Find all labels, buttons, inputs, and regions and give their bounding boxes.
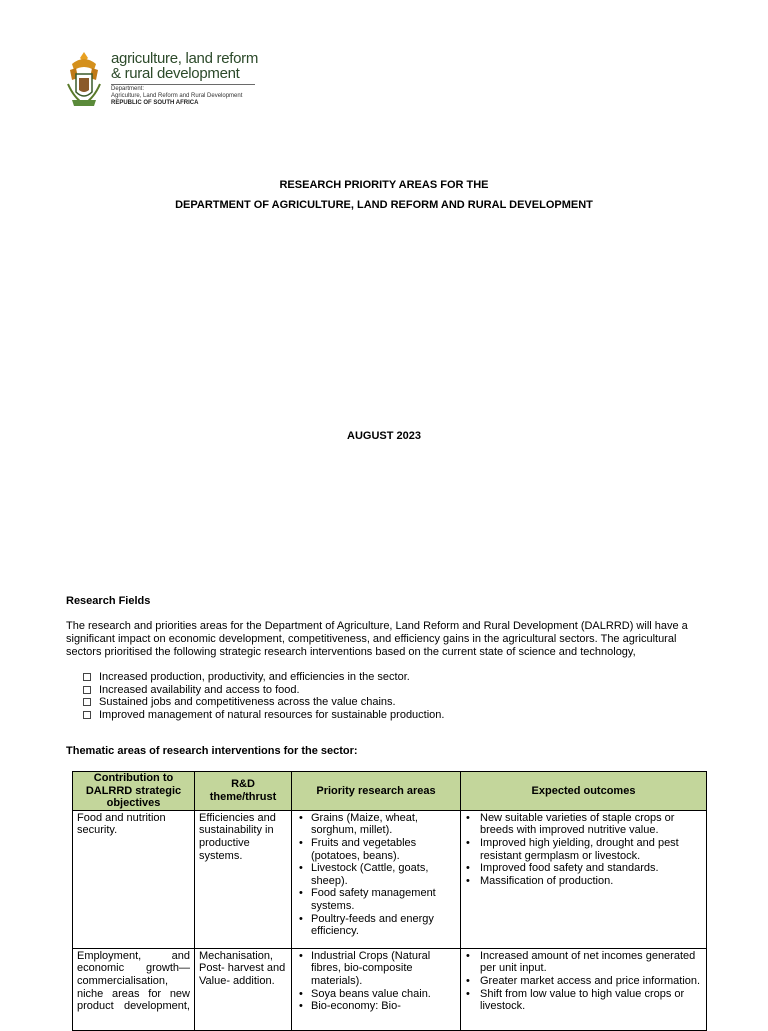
list-item: • Soya beans value chain. <box>296 988 456 1001</box>
document-title-line2: DEPARTMENT OF AGRICULTURE, LAND REFORM AND RURAL DEVELOPMENT <box>175 199 593 211</box>
checkbox-bullet-icon <box>83 711 91 719</box>
logo-country: REPUBLIC OF SOUTH AFRICA <box>111 100 199 106</box>
checkbox-bullet-icon <box>83 686 91 694</box>
table-row <box>73 810 707 948</box>
column-header-priority-areas: Priority research areas <box>292 772 461 811</box>
checkbox-bullet-icon <box>83 698 91 706</box>
list-item: • Increased amount of net incomes generated per unit input. <box>465 950 702 975</box>
list-item: • Livestock (Cattle, goats, sheep). <box>296 862 456 887</box>
list-item: • Improved food safety and standards. <box>465 862 702 875</box>
list-item: Sustained jobs and competitiveness across the value chains. <box>83 696 444 709</box>
priority-areas-cell <box>292 948 461 1030</box>
research-fields-paragraph: The research and priorities areas for the Department of Agriculture, Land Reform and Rural Development (DALRRD) will have a significant impact on economic development, competitiveness, and efficiency gains in the agricultural sectors. The agricultural sectors prioritised the following strategic research interventions based on the current state of science and technology, <box>66 620 688 658</box>
thematic-areas-heading: Thematic areas of research interventions for the sector: <box>66 745 358 757</box>
coat-of-arms-icon <box>64 50 104 110</box>
priority-areas-cell <box>292 810 461 948</box>
list-item: • Food safety management systems. <box>296 887 456 912</box>
table-row <box>73 948 707 1030</box>
list-item: • Poultry-feeds and energy efficiency. <box>296 913 456 938</box>
department-logo <box>64 50 264 112</box>
list-item: • Grains (Maize, wheat, sorghum, millet). <box>296 812 456 837</box>
research-fields-heading: Research Fields <box>66 595 151 607</box>
column-header-theme: R&D theme/thrust <box>195 772 292 811</box>
theme-cell: Efficiencies and sustainability in productive systems. <box>195 810 292 948</box>
document-date: AUGUST 2023 <box>347 430 421 442</box>
list-item: • New suitable varieties of staple crops or breeds with improved nutritive value. <box>465 812 702 837</box>
research-fields-list <box>83 671 444 721</box>
list-item: Improved management of natural resources for sustainable production. <box>83 709 444 722</box>
theme-cell: Mechanisation, Post- harvest and Value- addition. <box>195 948 292 1030</box>
logo-title-line2: & rural development <box>111 65 240 82</box>
objective-cell: Employment, and economic growth—commercialisation, niche areas for new product development, <box>73 948 195 1030</box>
list-item: Increased availability and access to food. <box>83 684 444 697</box>
list-item: • Fruits and vegetables (potatoes, beans). <box>296 837 456 862</box>
document-title-line1: RESEARCH PRIORITY AREAS FOR THE <box>279 179 489 191</box>
checkbox-bullet-icon <box>83 673 91 681</box>
table-header-row <box>73 772 707 811</box>
list-item: • Industrial Crops (Natural fibres, bio-composite materials). <box>296 950 456 988</box>
list-item: • Shift from low value to high value crops or livestock. <box>465 988 702 1013</box>
thematic-areas-table <box>72 771 707 1031</box>
list-item: • Improved high yielding, drought and pest resistant germplasm or livestock. <box>465 837 702 862</box>
logo-department-name: Agriculture, Land Reform and Rural Development <box>111 93 243 99</box>
outcomes-cell <box>461 948 707 1030</box>
logo-department-label: Department: <box>111 86 145 92</box>
list-item: • Greater market access and price information. <box>465 975 702 988</box>
logo-title-line1: agriculture, land reform <box>111 50 259 67</box>
column-header-outcomes: Expected outcomes <box>461 772 707 811</box>
outcomes-cell <box>461 810 707 948</box>
objective-cell: Food and nutrition security. <box>73 810 195 948</box>
logo-divider <box>111 84 255 85</box>
list-item: • Massification of production. <box>465 875 702 888</box>
list-item: • Bio-economy: Bio- <box>296 1000 456 1013</box>
list-item: Increased production, productivity, and efficiencies in the sector. <box>83 671 444 684</box>
column-header-objectives: Contribution to DALRRD strategic objectives <box>73 772 195 811</box>
